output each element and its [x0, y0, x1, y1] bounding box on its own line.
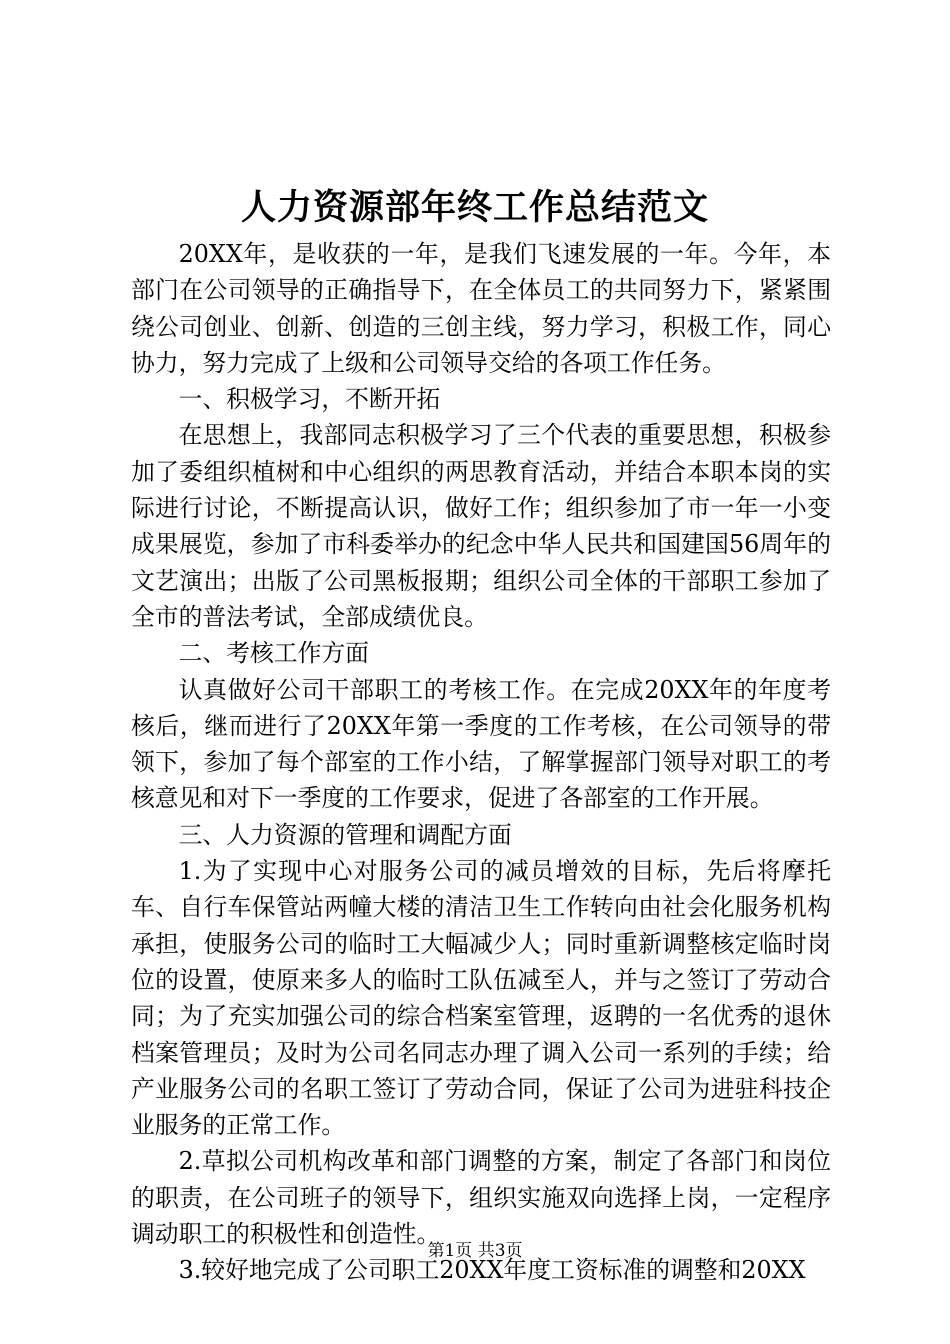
- section-3-item-3: 3.较好地完成了公司职工20XX年度工资标准的调整和20XX: [178, 1256, 806, 1285]
- document-body: [131, 236, 831, 1289]
- section-3-item-2: 2.草拟公司机构改革和部门调整的方案，制定了各部门和岗位的职责，在公司班子的领导下，组织实施双向选择上岗，一定程序调动职工的积极性和创造性。: [131, 1147, 831, 1249]
- section-heading-3: 三、人力资源的管理和调配方面: [178, 820, 512, 849]
- section-1-paragraph: 在思想上，我部同志积极学习了三个代表的重要思想，积极参加了委组织植树和中心组织的两思教育活动，并结合本职本岗的实际进行讨论，不断提高认识，做好工作；组织参加了市一年一小变成果展览，参加了市科委举办的纪念中华人民共和国建国56周年的文艺演出；出版了公司黑板报期；组织公司全体的干部职工参加了全市的普法考试，全部成绩优良。: [131, 421, 831, 631]
- section-heading-2: 二、考核工作方面: [178, 639, 369, 668]
- intro-paragraph: 20XX年，是收获的一年，是我们飞速发展的一年。今年，本部门在公司领导的正确指导下，在全体员工的共同努力下，紧紧围绕公司创业、创新、创造的三创主线，努力学习，积极工作，同心协力，努力完成了上级和公司领导交给的各项工作任务。: [131, 240, 831, 377]
- page-footer: 第1页 共3页: [427, 1241, 523, 1261]
- section-heading-1: 一、积极学习，不断开拓: [178, 385, 441, 414]
- section-2-paragraph: 认真做好公司干部职工的考核工作。在完成20XX年的年度考核后，继而进行了20XX年第一季度的工作考核，在公司领导的带领下，参加了每个部室的工作小结，了解掌握部门领导对职工的考核意见和对下一季度的工作要求，促进了各部室的工作开展。: [131, 675, 831, 813]
- section-3-item-1: 1.为了实现中心对服务公司的减员增效的目标，先后将摩托车、自行车保管站两幢大楼的清洁卫生工作转向由社会化服务机构承担，使服务公司的临时工大幅减少人；同时重新调整核定临时岗位的设置，使原来多人的临时工队伍减至人，并与之签订了劳动合同；为了充实加强公司的综合档案室管理，返聘的一名优秀的退休档案管理员；及时为公司名同志办理了调入公司一系列的手续；给产业服务公司的名职工签订了劳动合同，保证了公司为进驻科技企业服务的正常工作。: [131, 857, 831, 1140]
- document-title: 人力资源部年终工作总结范文: [240, 187, 709, 228]
